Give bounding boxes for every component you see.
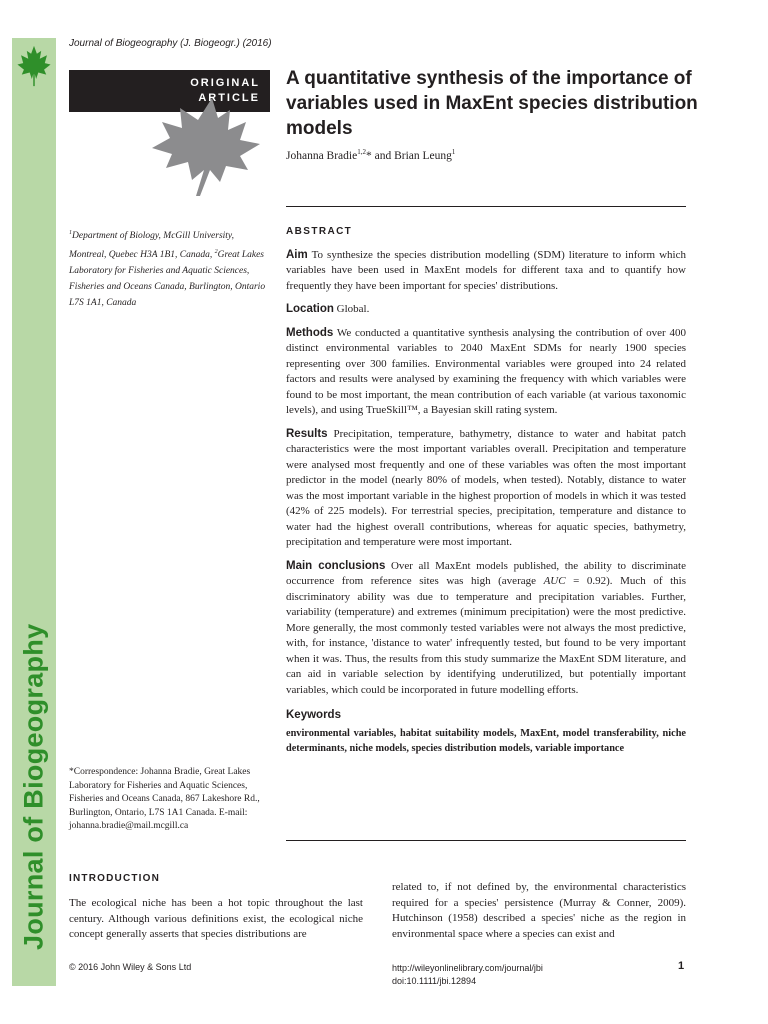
divider	[286, 840, 686, 841]
divider	[286, 206, 686, 207]
author-name: Brian Leung	[394, 149, 452, 162]
introduction-column-left: The ecological niche has been a hot topic throughout the last century. Although various definitions exist, the ecological niche concept generally asserts that species distributions are	[69, 897, 363, 940]
introduction-heading: INTRODUCTION	[69, 873, 161, 884]
footer-links	[392, 962, 543, 988]
author-list: Johanna Bradie$^{1,2}$* and Brian Leung$^1$	[286, 148, 456, 162]
maple-leaf-icon	[16, 44, 52, 88]
keywords: environmental variables, habitat suitability models, MaxEnt, model transferability, niche determinants, niche models, species distribution models, variable importance	[286, 727, 686, 754]
correspondence: *Correspondence: Johanna Bradie, Great Lakes Laboratory for Fisheries and Aquatic Sciences, Fisheries and Oceans Canada, 867 Lakeshore Rd., Burlington, Ontario, L7S 1A1 Canada. E-mail: johanna.bradie@mail.mcgill.ca	[69, 767, 260, 831]
article-type-label: ORIGINAL ARTICLE	[190, 77, 260, 104]
abstract-aim: Aim To synthesize the species distribution modelling (SDM) literature to inform which variables have been used in MaxEnt models for different taxa and to quantify how frequently they have been important for species' distributions.	[286, 248, 686, 292]
abstract-methods: Methods We conducted a quantitative synthesis analysing the contribution of over 400 distinct environmental variables to 2040 MaxEnt SDMs for nearly 1900 species representing over 300 families. Environmental variables were grouped into 24 related factors and results were analysed by examining the frequency with which variables were found to be most important, the mean contribution of each variable (at various taxonomic levels), and using TrueSkill™, a Bayesian skill rating system.	[286, 326, 686, 416]
copyright: © 2016 John Wiley & Sons Ltd	[69, 962, 192, 972]
abstract	[286, 224, 686, 756]
abstract-conclusions: Main conclusions Over all MaxEnt models published, the ability to discriminate occurrence from reference sites was high (average AUC = 0.92). Much of this discriminatory ability was due to temperature and precipitation variables. Further, variability (temperature) and extremes (minimum precipitation) were the most predictive. More generally, the most commonly tested variables were not always the most predictive, with, for instance, 'distance to water' infrequently tested, but found to be very important when it was. Thus, the results from this study summarize the MaxEnt SDM literature, and can aid in variable selection by identifying underutilized, but potentially important variables, which could be incorporated in future modelling efforts.	[286, 559, 686, 696]
introduction-column-right: related to, if not defined by, the environmental characteristics required for a species' persistence (Murray & Conner, 2009). Hutchinson (1958) described a species' niche as the region in environmental space where a species can exist and	[392, 881, 686, 940]
journal-citation: Journal of Biogeography (J. Biogeogr.) (2016)	[69, 38, 272, 49]
author-name: Johanna Bradie	[286, 149, 358, 162]
abstract-results: Results Precipitation, temperature, bathymetry, distance to water and habitat patch characteristics were the most important variables overall. Precipitation and temperature were analysed most frequently and one of these variables was often the most important predictor in the model (nearly 80% of models, when tested). Notably, distance to water was the most important variable in the highest proportion of models in which it was tested (42% of 225 models). For terrestrial species, precipitation, temperature and distance to water had the highest overall contributions, whereas for aquatic species, bathymetry, precipitation and temperature were most important.	[286, 427, 686, 548]
maple-leaf-graphic	[108, 96, 268, 198]
doi-link[interactable]: doi:10.1111/jbi.12894	[392, 976, 477, 986]
journal-vertical-title: Journal of Biogeography	[18, 623, 49, 950]
abstract-location: Location Global.	[286, 303, 370, 315]
abstract-heading: ABSTRACT	[286, 226, 353, 237]
affiliations: $^1$Department of Biology, McGill University, Montreal, Quebec H3A 1B1, Canada, $^2$Great Lakes Laboratory for Fisheries and Aquatic Sciences, Fisheries and Oceans Canada, Burlington, Ontario L7S 1A1, Canada	[69, 230, 266, 309]
page-number: 1	[678, 960, 685, 972]
keywords-heading: Keywords	[286, 709, 341, 721]
journal-url-link[interactable]: http://wileyonlinelibrary.com/journal/jbi	[392, 963, 543, 973]
article-title: A quantitative synthesis of the importance of variables used in MaxEnt species distribution models	[286, 68, 698, 139]
